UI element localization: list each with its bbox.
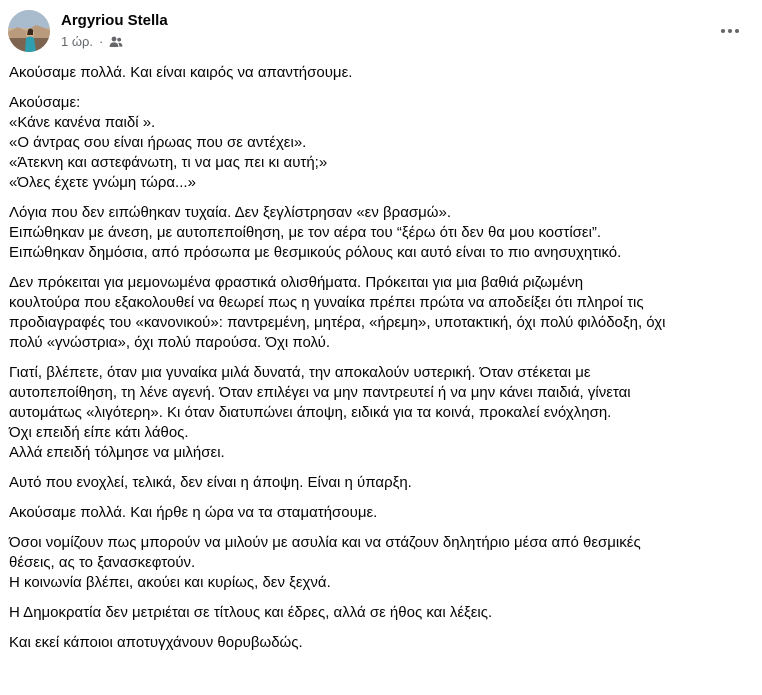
post-text-line: «Άτεκνη και αστεφάνωτη, τι να μας πει κι αυτή;» (9, 154, 328, 171)
meta-separator: · (99, 34, 104, 49)
post-text-line: Ακούσαμε πολλά. Και ήρθε η ώρα να τα σταματήσουμε. (9, 504, 378, 521)
post-timestamp[interactable]: 1 ώρ. (61, 34, 93, 49)
post-text-line: Η Δημοκρατία δεν μετριέται σε τίτλους και έδρες, αλλά σε ήθος και λέξεις. (9, 604, 493, 621)
post-paragraph (9, 503, 754, 523)
post-header (8, 10, 168, 52)
post-text-line: Η κοινωνία βλέπει, ακούει και κυρίως, δεν ξεχνά. (9, 574, 331, 591)
post-submeta (61, 33, 168, 51)
post-paragraph (9, 603, 754, 623)
post-text-line: αυτοπεποίθηση, τη λένε αγενή. Όταν επιλέγει να μην παντρευτεί ή να μην κάνει παιδιά, γίνεται (9, 384, 631, 401)
post-text-line: Αυτό που ενοχλεί, τελικά, δεν είναι η άποψη. Είναι η ύπαρξη. (9, 474, 412, 491)
post-text-line: Όχι επειδή είπε κάτι λάθος. (9, 424, 189, 441)
post-text-line: Και εκεί κάποιοι αποτυγχάνουν θορυβωδώς. (9, 634, 303, 651)
post-meta (61, 11, 168, 51)
post-text-line: Ακούσαμε πολλά. Και είναι καιρός να απαντήσουμε. (9, 64, 353, 81)
post-text-line: «Ο άντρας σου είναι ήρωας που σε αντέχει». (9, 134, 307, 151)
post-text-line: Αλλά επειδή τόλμησε να μιλήσει. (9, 444, 225, 461)
post-text-line: Ειπώθηκαν δημόσια, από πρόσωπα με θεσμικούς ρόλους και αυτό είναι το πιο ανησυχητικό. (9, 244, 622, 261)
post-text-line: «Κάνε κανένα παιδί ». (9, 114, 156, 131)
post-text-line: θέσεις, ας το ξανασκεφτούν. (9, 554, 196, 571)
post-text-line: «Όλες έχετε γνώμη τώρα...» (9, 174, 196, 191)
post-text-line: Όσοι νομίζουν πως μπορούν να μιλούν με ασυλία και να στάζουν δηλητήριο μέσα από θεσμικές (9, 534, 641, 551)
post-text-line: Γιατί, βλέπετε, όταν μια γυναίκα μιλά δυνατά, την αποκαλούν υστερική. Όταν στέκεται με (9, 364, 591, 381)
more-options-button[interactable] (712, 16, 748, 44)
post-paragraph (9, 203, 754, 263)
post-text-line: αυτομάτως «λιγότερη». Κι όταν διατυπώνει άποψη, ειδικά για τα κοινά, προκαλεί ενόχληση. (9, 404, 612, 421)
post-paragraph (9, 533, 754, 593)
post-text (9, 63, 754, 663)
friends-icon[interactable] (109, 36, 123, 48)
post-text-line: κουλτούρα που εξακολουθεί να θεωρεί πως η γυναίκα πρέπει πρώτα να αποδείξει ότι πληροί τις (9, 294, 644, 311)
post-text-line: Λόγια που δεν ειπώθηκαν τυχαία. Δεν ξεγλίστρησαν «εν βρασμώ». (9, 204, 451, 221)
avatar[interactable] (8, 10, 50, 52)
post-paragraph (9, 633, 754, 653)
post-text-line: Δεν πρόκειται για μεμονωμένα φραστικά ολισθήματα. Πρόκειται για μια βαθιά ριζωμένη (9, 274, 584, 291)
post-text-line: πολύ «γνώστρια», όχι πολύ παρούσα. Όχι πολύ. (9, 334, 331, 351)
more-horizontal-icon (720, 21, 740, 39)
post-paragraph (9, 473, 754, 493)
post-paragraph (9, 63, 754, 83)
post-text-line: Ακούσαμε: (9, 94, 81, 111)
post-paragraph (9, 273, 754, 353)
post-paragraph (9, 93, 754, 193)
author-name[interactable]: Argyriou Stella (61, 12, 168, 29)
post-text-line: προδιαγραφές του «κανονικού»: παντρεμένη, μητέρα, «ήρεμη», υποτακτική, όχι πολύ φιλόδοξη, όχι (9, 314, 666, 331)
post-text-line: Ειπώθηκαν με άνεση, με αυτοπεποίθηση, με τον αέρα του “ξέρω ότι δεν θα μου κοστίσει”. (9, 224, 602, 241)
post-paragraph (9, 363, 754, 463)
